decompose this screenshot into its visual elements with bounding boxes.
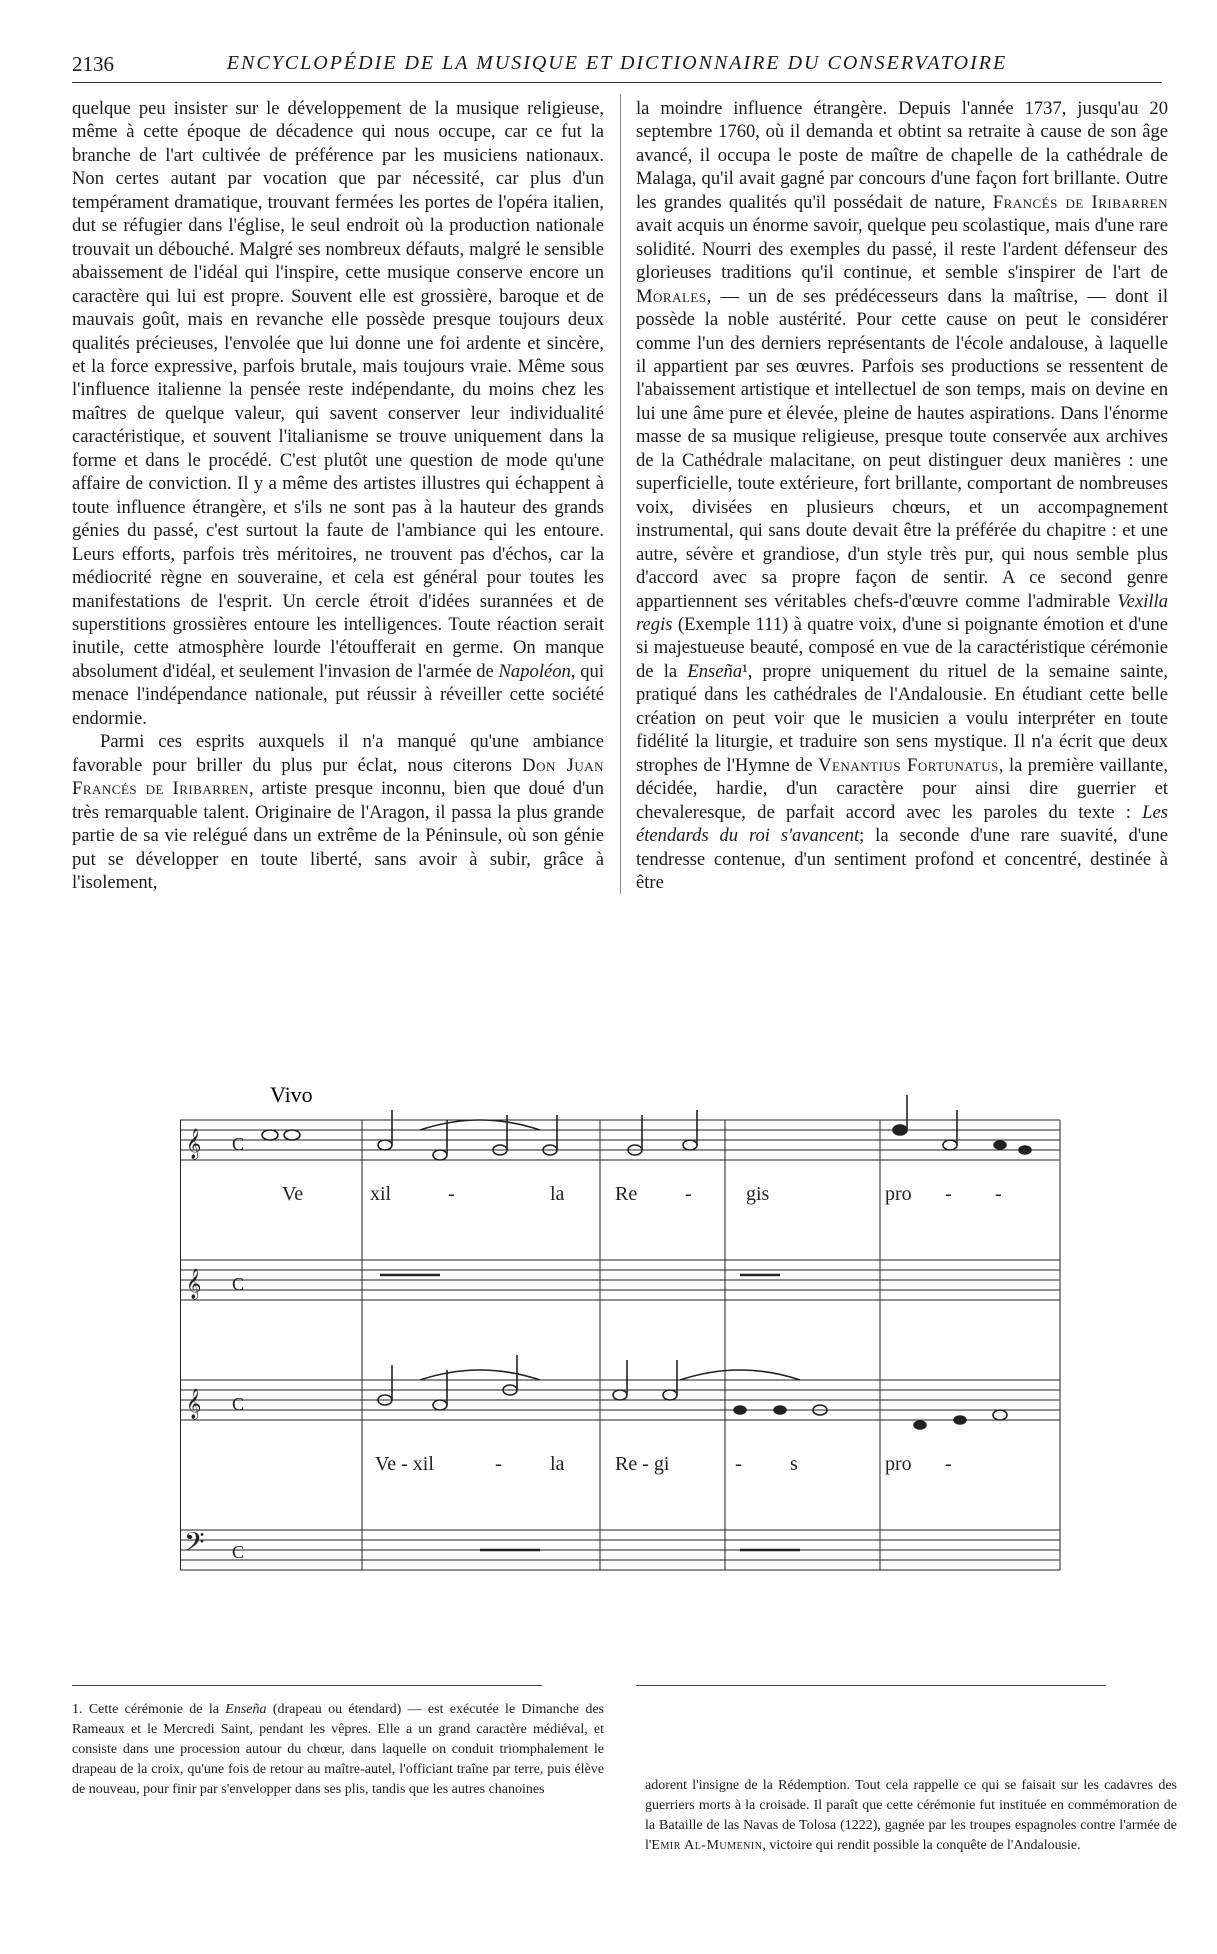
note [433,1150,447,1160]
author-name: Venantius Fortunatus [818,754,999,776]
lyric: - [945,1453,952,1475]
note [774,1406,786,1414]
lyrics-top [282,1183,1002,1205]
right-column [636,97,1168,894]
notes [262,1095,1031,1550]
footnote-text: (drapeau ou étendard) — est exécutée le Dimanche des Rameaux et le Mercredi Saint, pendant les vêpres. Elle a un grand caractère médiéval, et consiste dans une procession autour du chœur, dans laquelle on conduit triomphalement le drapeau de la croix, qu'une fois de retour au maître-autel, l'officiant traîne par terre, puis élève de nouveau, pour finir par s'envelopper dans ses plis, tandis que les autres chanoines [72,1702,604,1797]
footnote-text: , victoire qui rendit possible la conquête de l'Andalousie. [762,1838,1081,1853]
paragraph-text: la moindre influence étrangère. Depuis l'année 1737, jusqu'au 20 septembre 1760, où il demanda et obtint sa retraite à cause de son âge avancé, il occupa le poste de maître de chapelle de la cathédrale de Malaga, qu'il avait gagné par concours d'une façon fort brillante. Outre les grandes qualités qu'il possédait de nature, [636,98,1168,213]
paragraph [72,97,604,730]
footnote-rule [636,1685,1106,1686]
term-ensena: Enseña [225,1702,267,1717]
left-column [72,97,604,894]
note [1019,1146,1031,1154]
staff-1 [180,1120,1060,1160]
lyric: - [945,1183,952,1205]
note [893,1125,907,1135]
footnote-text: adorent l'insigne de la Rédemption. Tout cela rappelle ce qui se faisait sur les cadavres des guerriers morts à la croisade. Il paraît que cette cérémonie fut instituée en commémoration de la Bataille de las Navas de Tolosa (1222), gagnée par les troupes espagnoles contre l'armée de l' [645,1778,1177,1853]
lyric: pro [885,1453,912,1475]
lyric: xil [370,1183,392,1205]
term-ensena: Enseña [687,660,743,682]
paragraph-text: , la première vaillante, décidée, hardie, d'un caractère pour ainsi dire guerrier et chevaleresque, de parfait accord avec les paroles du texte : [636,754,1168,823]
work-title: Vexilla regis [636,590,1168,635]
clef-icon: 𝄞 [186,1269,202,1298]
paragraph-text: (Exemple 111) à quatre voix, d'une si poignante émotion et d'une si majestueuse beauté, composé en vue de la caractéristique cérémonie de la [636,613,1168,682]
running-title: ENCYCLOPÉDIE DE LA MUSIQUE ET DICTIONNAIRE DU CONSERVATOIRE [226,52,1008,74]
lyric: - [735,1453,742,1475]
lyric: pro [885,1183,912,1205]
note [943,1140,957,1150]
column-divider [620,94,621,894]
lyric: - [995,1183,1002,1205]
lyric: - [495,1453,502,1475]
paragraph-text: ; la seconde d'une rare suavité, d'une tendresse contenue, d'un sentiment profond et concentré, destinée à être [636,825,1168,893]
note [994,1141,1006,1149]
emir-name: Emir Al-Mumenin [651,1838,763,1853]
lyric: la [550,1453,565,1475]
page-number: 2136 [72,52,114,76]
tempo-marking: Vivo [270,1082,313,1107]
staff-2 [180,1260,1060,1300]
note [613,1390,627,1400]
note [683,1140,697,1150]
note [663,1390,677,1400]
barlines [362,1120,1060,1570]
paragraph-text: avait acquis un énorme savoir, quelque peu scolastique, mais d'une rare solidité. Nourri des exemples du passé, il reste l'ardent défenseur des glorieuses traditions qu'il continue, et semble s'inspirer de l'art de [636,215,1168,284]
composer-name: Francés de Iribarren [992,191,1168,213]
lyric: s [790,1453,798,1475]
slur [680,1370,800,1380]
paragraph-text: quelque peu insister sur le développement de la musique religieuse, même à cette époque de décadence qui nous occupe, car ce fut la branche de l'art cultivée de préférence par les musiciens nationaux. Non certes autant par vocation que par nécessité, car plus d'un tempérament dramatique, trouvant fermées les portes de l'opéra italien, dut se réfugier dans l'église, le seul endroit où la production nationale trouvait un débouché. Malgré ses nombreux défauts, malgré le sensible abaissement de l'idéal qui l'inspire, cette musique conserve encore un caractère qui lui est propre. Souvent elle est grossière, baroque et de mauvais goût, mais en revanche elle possède presque toujours deux qualités précieuses, l'envolée que lui donne une foi ardente et sincère, et la force expressive, parfois brutale, mais toujours vraie. Même sous l'influence italienne la pensée reste indépendante, du moins chez les maîtres de quelque valeur, qui savent conserver leur individualité caractéristique, et souvent l'italianisme se trouve uniquement dans la forme et dans le procédé. C'est plutôt une question de mode qu'une affaire de conviction. Il y a même des artistes illustres qui échappent à toute influence étrangère, et s'ils ne sont pas à la hauteur des grands génies du passé, c'est surtout la faute de l'ambiance qui les entoure. Leurs efforts, parfois très méritoires, ne trouvent pas d'échos, car la médiocrité règne en souveraine, et cela est général pour toutes les manifestations de l'esprit. Un cercle étroit d'idées surannées et de superstitions grossières entoure les intelligences. Toute réaction serait inutile, cette atmosphère lourde l'étoufferait en germe. On manque absolument d'idéal, et seulement l'invasion de l'armée de [72,98,604,682]
note [914,1421,926,1429]
paragraph-text: , artiste presque inconnu, bien que doué d'un très remarquable talent. Originaire de l'Aragon, il passa la plus grande partie de sa vie relégué dans un extrême de la Péninsule, où son génie put se développer en toute liberté, sans avoir à subir, grâce à l'isolement, [72,778,604,893]
slur [420,1370,540,1380]
note [954,1416,966,1424]
clef-icon: 𝄞 [186,1129,202,1158]
composer-name: Morales [636,285,707,307]
svg-text:C: C [232,1274,245,1294]
napoleon-name: Napoléon [498,660,571,682]
footnote-rule [72,1685,542,1686]
footnote-right [645,1776,1177,1856]
note [433,1400,447,1410]
lyric: - [448,1183,455,1205]
clef-icon: 𝄞 [186,1389,202,1418]
svg-text:C: C [232,1542,245,1562]
note [734,1406,746,1414]
paragraph [636,97,1168,894]
music-example [180,1070,1080,1610]
lyric: Re [615,1183,638,1205]
paragraph [72,730,604,894]
music-score [180,1070,1080,1610]
page-header [72,52,1162,83]
paragraph-text: ¹, propre uniquement du rituel de la semaine sainte, pratiqué dans les cathédrales de l'Andalousie. En étudiant cette belle création on peut voir que le musicien a voulu interpréter en toute fidélité la liturgie, et traduire son sens mystique. Il n'a écrit que deux strophes de l'Hymne de [636,660,1168,776]
staff-4 [180,1530,1060,1570]
note [284,1130,300,1140]
paragraph-text: , qui menace l'indépendance nationale, put réussir à réveiller cette société endormie. [72,660,605,729]
lyric: Re - gi [615,1453,670,1475]
paragraph-text: Parmi ces esprits auxquels il n'a manqué qu'une ambiance favorable pour briller du plus pur éclat, nous citerons [72,731,604,776]
quoted-title: Les étendards du roi s'avancent [636,801,1168,847]
lyric: Ve [282,1183,304,1205]
note [378,1140,392,1150]
note [262,1130,278,1140]
lyric: Ve - xil [375,1453,434,1475]
footnote-text: 1. Cette cérémonie de la [72,1702,219,1717]
note [993,1410,1007,1420]
time-signatures [232,1134,244,1562]
composer-name: Don Juan Francés de Iribarren [72,754,605,800]
slur [420,1120,540,1130]
lyric: gis [746,1183,770,1205]
lyrics-mid [375,1453,952,1475]
footnote-left [72,1700,604,1800]
lyric: - [685,1183,692,1205]
bass-clef-icon: 𝄢 [184,1527,205,1563]
lyric: la [550,1183,565,1205]
paragraph-text: , — un de ses prédécesseurs dans la maîtrise, — dont il possède la noble austérité. Pour cette cause on peut le considérer comme l'un des derniers représentants de l'école andalouse, à laquelle il appartient par ses œuvres. Parfois ses productions se ressentent de l'abaissement artistique et intellectuel de son temps, mais on devine en lui une âme pure et élevée, pleine de hautes aspirations. Dans l'énorme masse de sa musique religieuse, presque toute conservée aux archives de la Cathédrale malacitane, on peut distinguer deux manières : une superficielle, toute extérieure, fort brillante, comportant de nombreuses voix, divisées en plusieurs chœurs, et un accompagnement instrumental, qui sans doute devait être la préférée du chapitre : et une autre, sévère et grandiose, d'un style très pur, qui nous semble plus d'accord avec sa propre façon de sentir. A ce second genre appartiennent ses véritables chefs-d'œuvre comme l'admirable [636,285,1168,612]
clefs [184,1128,205,1563]
svg-text:C: C [232,1134,245,1154]
svg-text:C: C [232,1394,245,1414]
